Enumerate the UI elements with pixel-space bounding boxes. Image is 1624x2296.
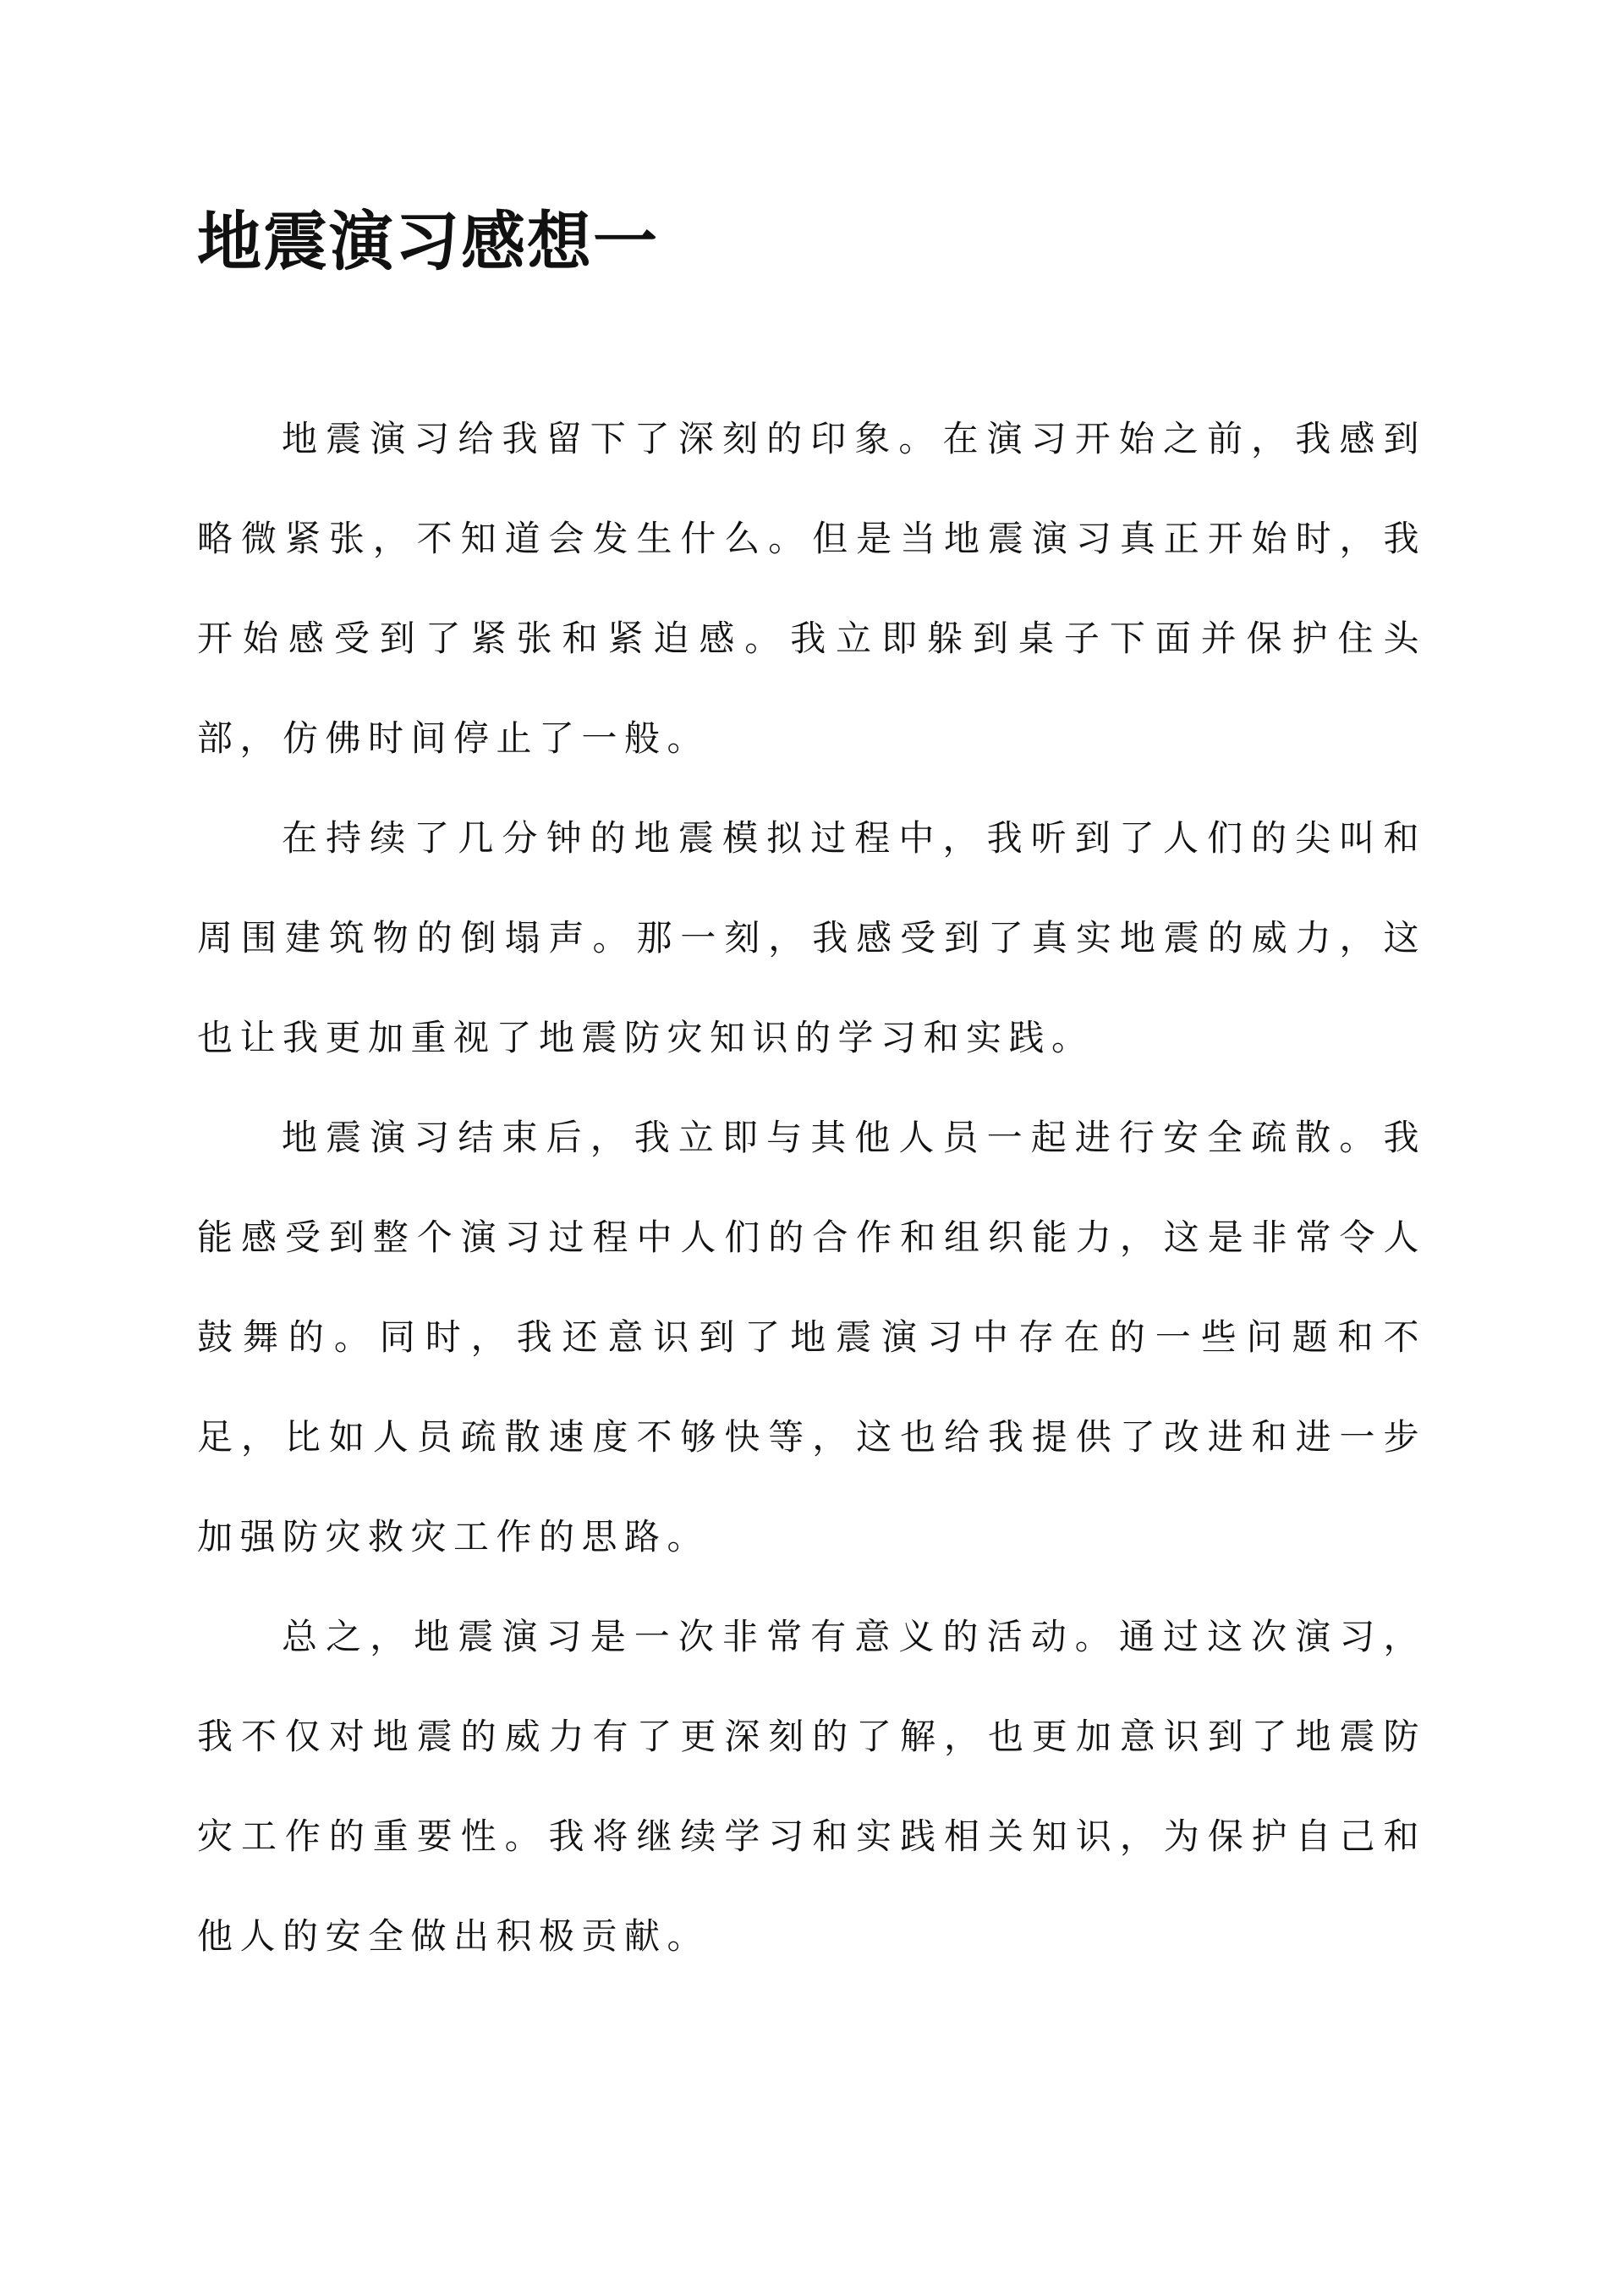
- paragraph-3: 地震演习结束后，我立即与其他人员一起进行安全疏散。我能感受到整个演习过程中人们的合作和组织能力，这是非常令人鼓舞的。同时，我还意识到了地震演习中存在的一些问题和不足，比如人员疏散速度不够快等，这也给我提供了改进和进一步加强防灾救灾工作的思路。: [197, 1117, 1426, 1557]
- paragraph-1: 地震演习给我留下了深刻的印象。在演习开始之前，我感到略微紧张，不知道会发生什么。但是当地震演习真正开始时，我开始感受到了紧张和紧迫感。我立即躲到桌子下面并保护住头部，仿佛时间停止了一般。: [197, 418, 1426, 759]
- document-body: [197, 389, 1426, 1986]
- paragraph-2: 在持续了几分钟的地震模拟过程中，我听到了人们的尖叫和周围建筑物的倒塌声。那一刻，我感受到了真实地震的威力，这也让我更加重视了地震防灾知识的学习和实践。: [197, 817, 1426, 1058]
- paragraph-4: 总之，地震演习是一次非常有意义的活动。通过这次演习，我不仅对地震的威力有了更深刻的了解，也更加意识到了地震防灾工作的重要性。我将继续学习和实践相关知识，为保护自己和他人的安全做出积极贡献。: [197, 1616, 1426, 1957]
- document-title: 地震演习感想一: [197, 204, 659, 279]
